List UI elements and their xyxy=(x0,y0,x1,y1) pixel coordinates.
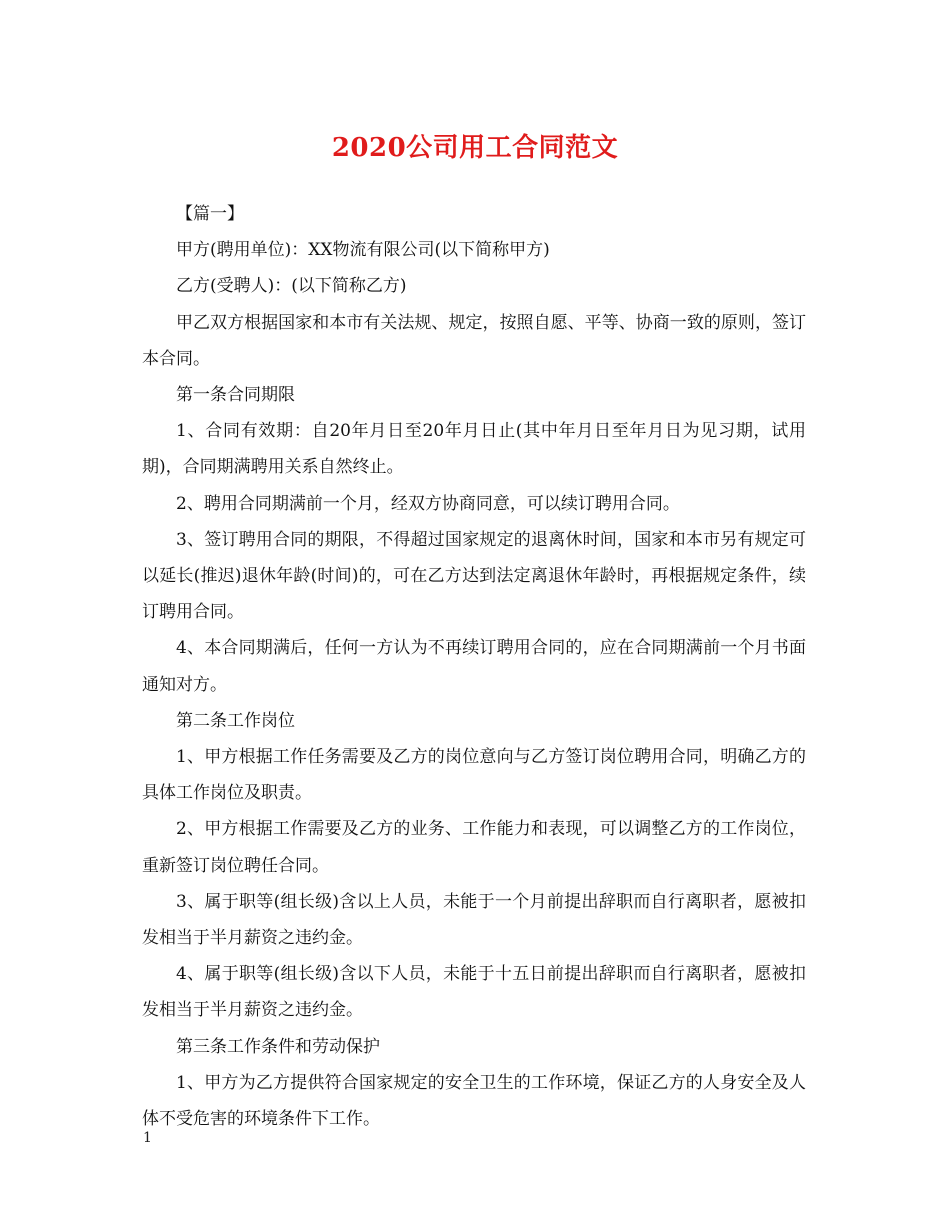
paragraph-party-b: 乙方(受聘人)：(以下简称乙方) xyxy=(176,276,407,297)
paragraph-article-1-heading: 第一条合同期限 xyxy=(176,385,295,406)
paragraph-preamble: 甲乙双方根据国家和本市有关法规、规定，按照自愿、平等、协商一致的原则，签订本合同。 xyxy=(142,312,806,369)
paragraph-article-3-heading: 第三条工作条件和劳动保护 xyxy=(176,1036,380,1057)
paragraph-article-2-clause-3: 3、属于职等(组长级)含以上人员，未能于一个月前提出辞职而自行离职者，愿被扣发相当于半月薪资之违约金。 xyxy=(142,891,806,949)
paragraph-section-heading: 【篇一】 xyxy=(176,204,244,224)
paragraph-article-2-clause-2: 2、甲方根据工作需要及乙方的业务、工作能力和表现，可以调整乙方的工作岗位，重新签订岗位聘任合同。 xyxy=(142,819,806,876)
paragraph-party-a: 甲方(聘用单位)：XX物流有限公司(以下简称甲方) xyxy=(176,240,550,261)
paragraph-article-2-heading: 第二条工作岗位 xyxy=(176,710,295,731)
paragraph-article-2-clause-1: 1、甲方根据工作任务需要及乙方的岗位意向与乙方签订岗位聘用合同，明确乙方的具体工作岗位及职责。 xyxy=(142,747,806,804)
document-title: 2020公司用工合同范文 xyxy=(331,133,619,163)
paragraph-article-1-clause-4: 4、本合同期满后，任何一方认为不再续订聘用合同的，应在合同期满前一个月书面通知对方。 xyxy=(142,638,806,695)
document-body xyxy=(142,196,806,1137)
paragraph-article-1-clause-1: 1、合同有效期：自20年月日至20年月日止(其中年月日至年月日为见习期，试用期)，合同期满聘用关系自然终止。 xyxy=(142,421,806,478)
paragraph-article-1-clause-3: 3、签订聘用合同的期限，不得超过国家规定的退离休时间，国家和本市另有规定可以延长(推迟)退休年龄(时间)的，可在乙方达到法定离退休年龄时，再根据规定条件，续订聘用合同。 xyxy=(142,529,806,623)
paragraph-article-3-clause-1: 1、甲方为乙方提供符合国家规定的安全卫生的工作环境，保证乙方的人身安全及人体不受危害的环境条件下工作。 xyxy=(142,1072,806,1130)
page-number: 1 xyxy=(143,1130,152,1146)
paragraph-article-1-clause-2: 2、聘用合同期满前一个月，经双方协商同意，可以续订聘用合同。 xyxy=(176,493,680,514)
paragraph-article-2-clause-4: 4、属于职等(组长级)含以下人员，未能于十五日前提出辞职而自行离职者，愿被扣发相当于半月薪资之违约金。 xyxy=(142,964,806,1021)
